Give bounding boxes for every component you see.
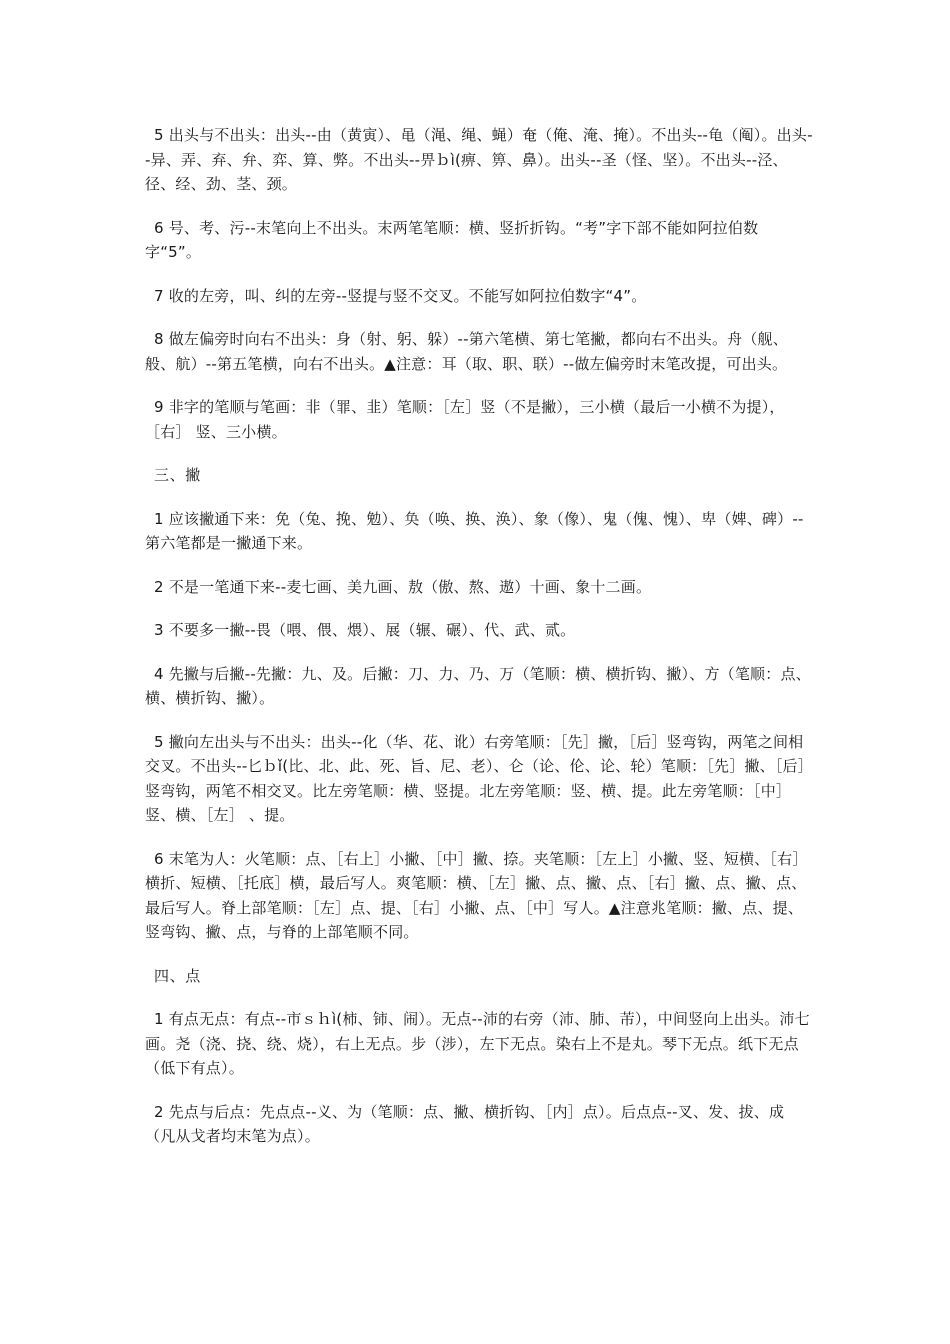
- rule-paragraph: 4 先撇与后撇--先撇：九、及。后撇：刀、力、乃、万（笔顺：横、横折钩、撇）、方（笔顺：点、横、横折钩、撇）。: [145, 664, 811, 707]
- rule-paragraph: 1 有点无点：有点--市ｓｈì(柿、铈、闹）。无点--沛的右旁（沛、肺、芾），中间竖向上出头。沛七画。尧（浇、挠、绕、烧），右上无点。步（涉），左下无点。染右上不是丸。琴下无点。纸下无点（低下有点）。: [145, 1010, 810, 1077]
- rule-paragraph: 2 先点与后点：先点点--义、为（笔顺：点、撇、横折钩、［内］点）。后点点--叉、发、拔、成（凡从戈者均末笔为点）。: [145, 1102, 785, 1145]
- rule-paragraph: 8 做左偏旁时向右不出头：身（射、躬、躲）--第六笔横、第七笔撇，都向右不出头。舟（舰、般、航）--第五笔横，向右不出头。▲注意：耳（取、职、联）--做左偏旁时末笔改提，可出头。: [145, 330, 788, 373]
- rule-paragraph: 6 末笔为人：火笔顺：点、［右上］小撇、［中］撇、捺。夹笔顺：［左上］小撇、竖、短横、［右］横折、短横、［托底］横，最后写人。爽笔顺：横、［左］撇、点、撇、点、［右］撇、点、撇、点、最后写人。脊上部笔顺：［左］点、提、［右］小撇、点、［中］写人。▲注意兆笔顺：撇、点、提、竖弯钩、撇、点，与脊的上部笔顺不同。: [145, 849, 808, 941]
- rule-paragraph: 1 应该撇通下来：免（兔、挽、勉）、奂（唤、换、涣）、象（像）、鬼（傀、愧）、卑（婢、碑）--第六笔都是一撇通下来。: [145, 509, 804, 552]
- document-body: [145, 123, 813, 1168]
- rule-paragraph: 6 号、考、污--末笔向上不出头。末两笔笔顺：横、竖折折钩。“考”字下部不能如阿拉伯数字“5”。: [145, 218, 759, 261]
- section-heading: 四、点: [154, 966, 201, 985]
- rule-paragraph: 9 非字的笔顺与笔画：非（罪、韭）笔顺：［左］竖（不是撇），三小横（最后一小横不为提），［右］ 竖、三小横。: [145, 398, 785, 441]
- rule-paragraph: 3 不要多一撇--畏（喂、偎、煨）、展（辗、碾）、代、武、贰。: [154, 621, 576, 639]
- section-heading: 三、撇: [154, 466, 201, 484]
- rule-paragraph: 5 撇向左出头与不出头：出头--化（华、花、讹）右旁笔顺：［先］撇，［后］竖弯钩，两笔之间相交叉。不出头--匕ｂǐ(比、北、此、死、旨、尼、老）、仑（论、伦、论、轮）笔顺：［先］撇、［后］竖弯钩，两笔不相交叉。比左旁笔顺：横、竖提。北左旁笔顺：竖、横、提。此左旁笔顺：［中］竖、横、［左］ 、提。: [145, 732, 813, 824]
- rule-paragraph: 2 不是一笔通下来--麦七画、美九画、敖（傲、熬、遨）十画、象十二画。: [154, 577, 652, 596]
- rule-paragraph: 5 出头与不出头：出头--由（黄寅）、黾（渑、绳、蝇）奄（俺、淹、掩）。不出头--龟（阄）。出头--异、弄、弃、弁、弈、算、弊。不出头--畀ｂì(痹、箅、鼻）。出头--圣（怪、坚）。不出头--泾、径、经、劲、茎、颈。: [145, 126, 813, 193]
- rule-paragraph: 7 收的左旁，叫、纠的左旁--竖提与竖不交叉。不能写如阿拉伯数字“4”。: [154, 286, 647, 305]
